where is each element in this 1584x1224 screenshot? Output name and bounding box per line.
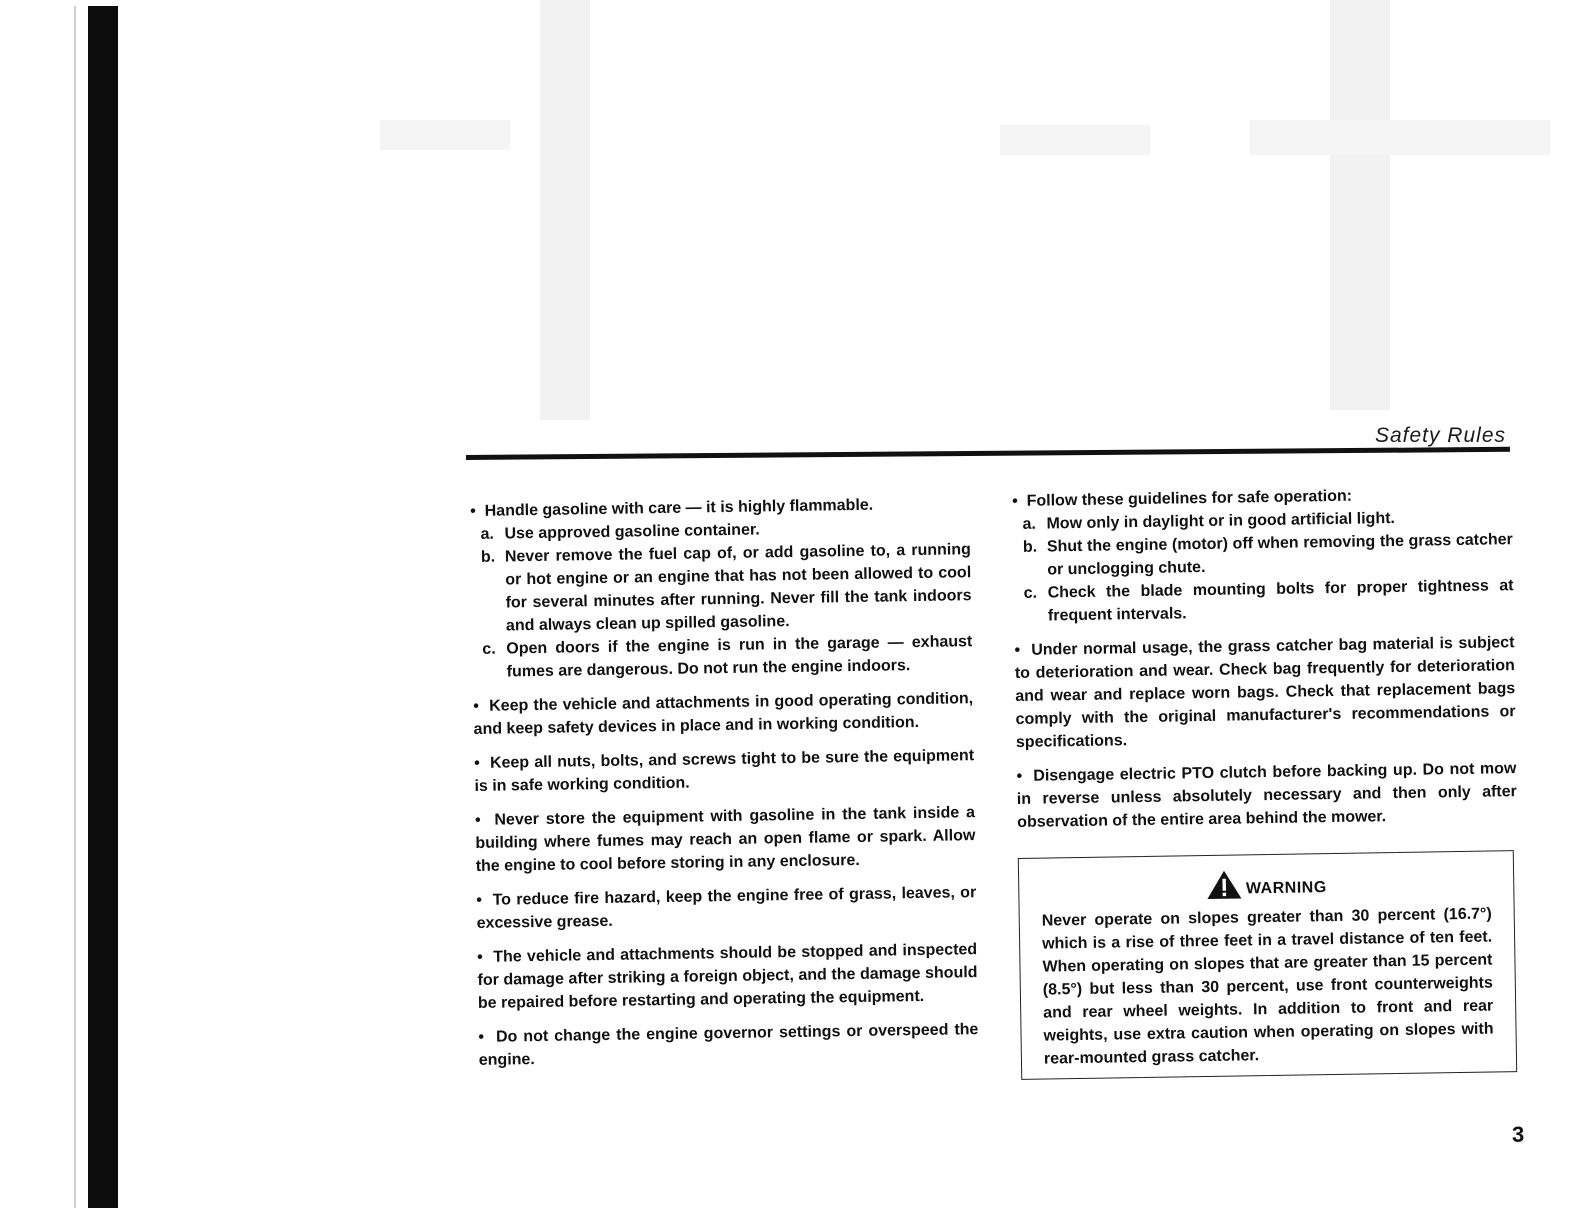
sub-item-label: c. (482, 640, 496, 658)
sub-item-text: Open doors if the engine is run in the garage — exhaust fumes are dangerous. Do not run the engine indoors. (506, 633, 973, 681)
sub-item-text: Shut the engine (motor) off when removing the grass catcher or unclogging chute. (1046, 531, 1513, 579)
warning-box (1018, 850, 1517, 1080)
item-text: • Never store the equipment with gasoline in the tank inside a building where fumes may reach an open flame or spark. Allow the engine to cool before storing in any enclosure. (475, 801, 976, 878)
list-item (1012, 482, 1514, 628)
sub-item-label: b. (480, 548, 496, 566)
list-item (1014, 631, 1516, 754)
item-text: • Keep the vehicle and attachments in good operating condition, and keep safety devices in place and in working condition. (473, 687, 974, 741)
list-item (470, 492, 973, 684)
sub-item-label: a. (480, 525, 495, 543)
sub-item-label: b. (1022, 538, 1038, 556)
item-text: • Handle gasoline with care — it is highly flammable. (470, 492, 970, 523)
scan-speckle (0, 0, 1584, 440)
right-column (1012, 482, 1521, 1080)
sub-item (1023, 574, 1514, 628)
item-text: • Do not change the engine governor settings or overspeed the engine. (478, 1018, 979, 1072)
sub-item (482, 630, 973, 684)
warning-title: WARNING (1245, 879, 1327, 898)
sub-item-label: a. (1022, 515, 1037, 533)
list-item (1016, 757, 1517, 834)
item-text: • The vehicle and attachments should be stopped and inspected for damage after striking a foreign object, and the damage should be repaired before restarting and operating the equipment. (477, 938, 978, 1015)
left-column (470, 492, 979, 1083)
item-text: • Under normal usage, the grass catcher bag material is subject to deterioration and wear. Check bag frequently for deterioration and wear and replace worn bags. Check that replacement bags comply with the original manufacturer's recommendations or specifications. (1014, 631, 1516, 754)
sub-item-text: Mow only in daylight or in good artificial light. (1046, 509, 1396, 533)
header-title: Safety Rules (1374, 424, 1506, 447)
warning-text: Never operate on slopes greater than 30 percent (16.7°) which is a rise of three feet in a travel distance of ten feet. When operating on slopes that are greater than 15 percent (8.5°) but less than 30 percent, use front counterweights and rear wheel weights. In addition to front and rear weights, use extra caution when operating on slopes with rear-mounted grass catcher. (1041, 905, 1494, 1068)
sub-item-label: c. (1023, 584, 1038, 602)
item-text: • Keep all nuts, bolts, and screws tight to be sure the equipment is in safe working condition. (474, 744, 975, 798)
list-item (475, 801, 976, 878)
warning-triangle-icon (1206, 869, 1242, 900)
sub-item-text: Never remove the fuel cap of, or add gasoline to, a running or hot engine or an engine that has not been allowed to cool for several minutes after running. Never fill the tank indoors and always clean up spilled gasoline. (504, 541, 972, 635)
item-text: • Disengage electric PTO clutch before backing up. Do not mow in reverse unless absolutely necessary and then only after observation of the entire area behind the mower. (1016, 757, 1517, 834)
header-rule (466, 447, 1510, 460)
item-text: • To reduce fire hazard, keep the engine free of grass, leaves, or excessive grease. (476, 881, 977, 935)
list-item (477, 938, 978, 1015)
warning-heading (1041, 866, 1491, 904)
page-number: 3 (1512, 1122, 1525, 1147)
list-item (473, 687, 974, 741)
list-item (478, 1018, 979, 1072)
sub-item-text: Check the blade mounting bolts for proper tightness at frequent intervals. (1047, 577, 1514, 625)
item-text: • Follow these guidelines for safe operation: (1012, 482, 1512, 513)
list-item (476, 881, 977, 935)
sub-item (481, 538, 972, 638)
sub-item (1023, 528, 1514, 582)
list-item (474, 744, 975, 798)
sub-item-text: Use approved gasoline container. (504, 521, 760, 543)
